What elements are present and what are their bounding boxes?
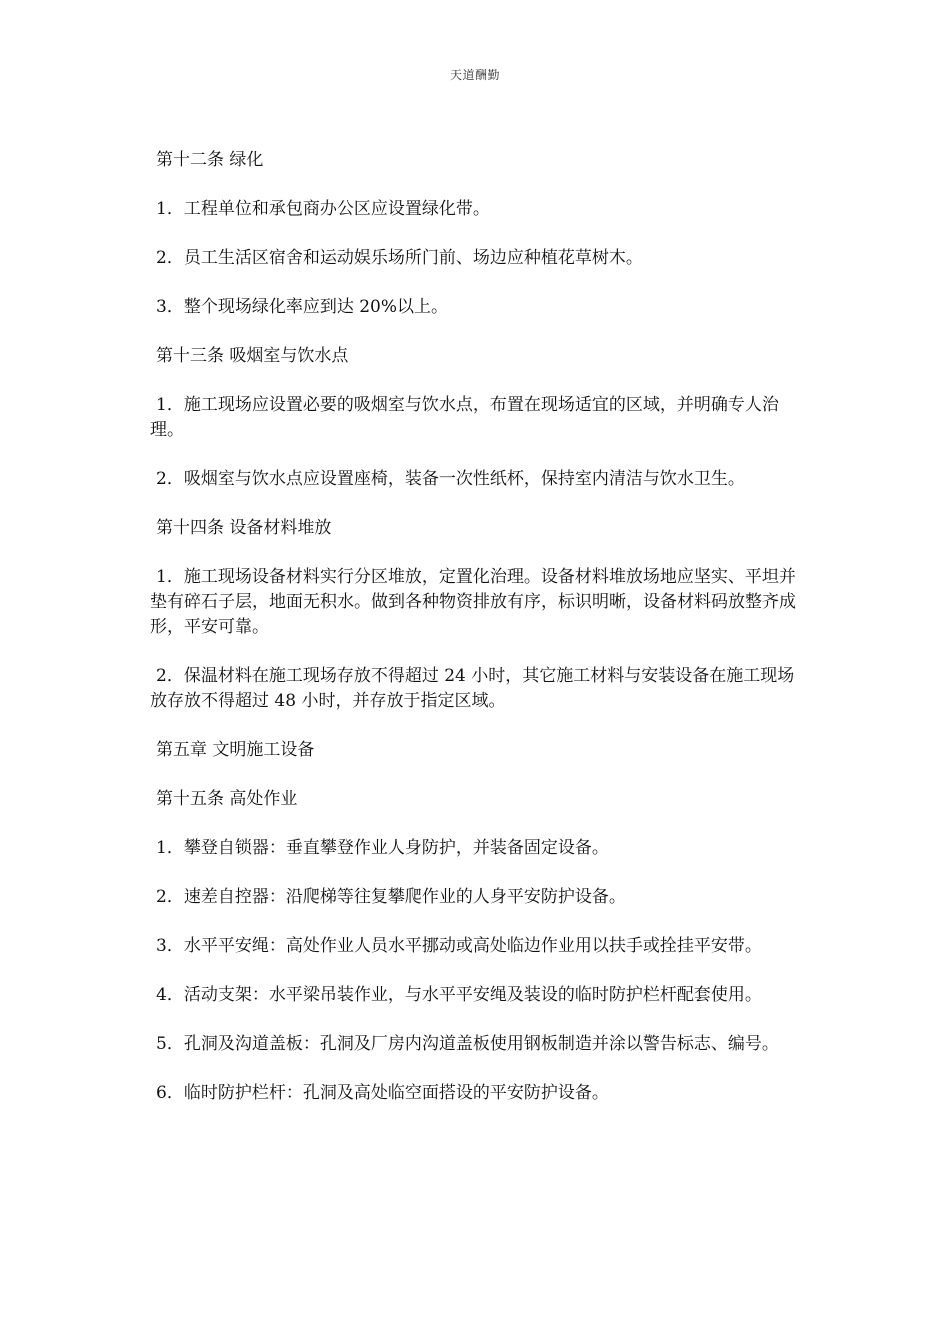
paragraph: 6．临时防护栏杆：孔洞及高处临空面搭设的平安防护设备。 <box>156 1083 609 1103</box>
paragraph: 2．速差自控器：沿爬梯等往复攀爬作业的人身平安防护设备。 <box>156 887 626 907</box>
paragraph: 2．保温材料在施工现场存放不得超过 24 小时，其它施工材料与安装设备在施工现场放存放不得超过 48 小时，并存放于指定区域。 <box>150 666 795 711</box>
paragraph: 1．施工现场应设置必要的吸烟室与饮水点，布置在现场适宜的区域，并明确专人治理。 <box>150 395 779 440</box>
paragraph: 1．施工现场设备材料实行分区堆放，定置化治理。设备材料堆放场地应坚实、平坦并垫有碎石子层，地面无积水。做到各种物资排放有序，标识明晰，设备材料码放整齐成形，平安可靠。 <box>150 567 796 637</box>
chapter-heading-5: 第五章 文明施工设备 <box>156 740 315 760</box>
paragraph: 3．水平平安绳：高处作业人员水平挪动或高处临边作业用以扶手或拴挂平安带。 <box>156 936 762 956</box>
paragraph: 1．攀登自锁器：垂直攀登作业人身防护，并装备固定设备。 <box>156 838 609 858</box>
page-header: 天道酬勤 <box>449 68 500 82</box>
paragraph: 1．工程单位和承包商办公区应设置绿化带。 <box>156 199 490 219</box>
section-heading-article-14: 第十四条 设备材料堆放 <box>156 518 332 538</box>
paragraph: 5．孔洞及沟道盖板：孔洞及厂房内沟道盖板使用钢板制造并涂以警告标志、编号。 <box>156 1034 779 1054</box>
section-heading-article-15: 第十五条 高处作业 <box>156 789 298 809</box>
document-body <box>150 148 800 1130</box>
paragraph: 4．活动支架：水平梁吊装作业，与水平平安绳及装设的临时防护栏杆配套使用。 <box>156 985 762 1005</box>
section-heading-article-13: 第十三条 吸烟室与饮水点 <box>156 346 349 366</box>
paragraph: 2．员工生活区宿舍和运动娱乐场所门前、场边应种植花草树木。 <box>156 248 643 268</box>
paragraph: 3．整个现场绿化率应到达 20%以上。 <box>156 297 449 317</box>
paragraph: 2．吸烟室与饮水点应设置座椅，装备一次性纸杯，保持室内清洁与饮水卫生。 <box>156 469 745 489</box>
section-heading-article-12: 第十二条 绿化 <box>156 150 264 170</box>
